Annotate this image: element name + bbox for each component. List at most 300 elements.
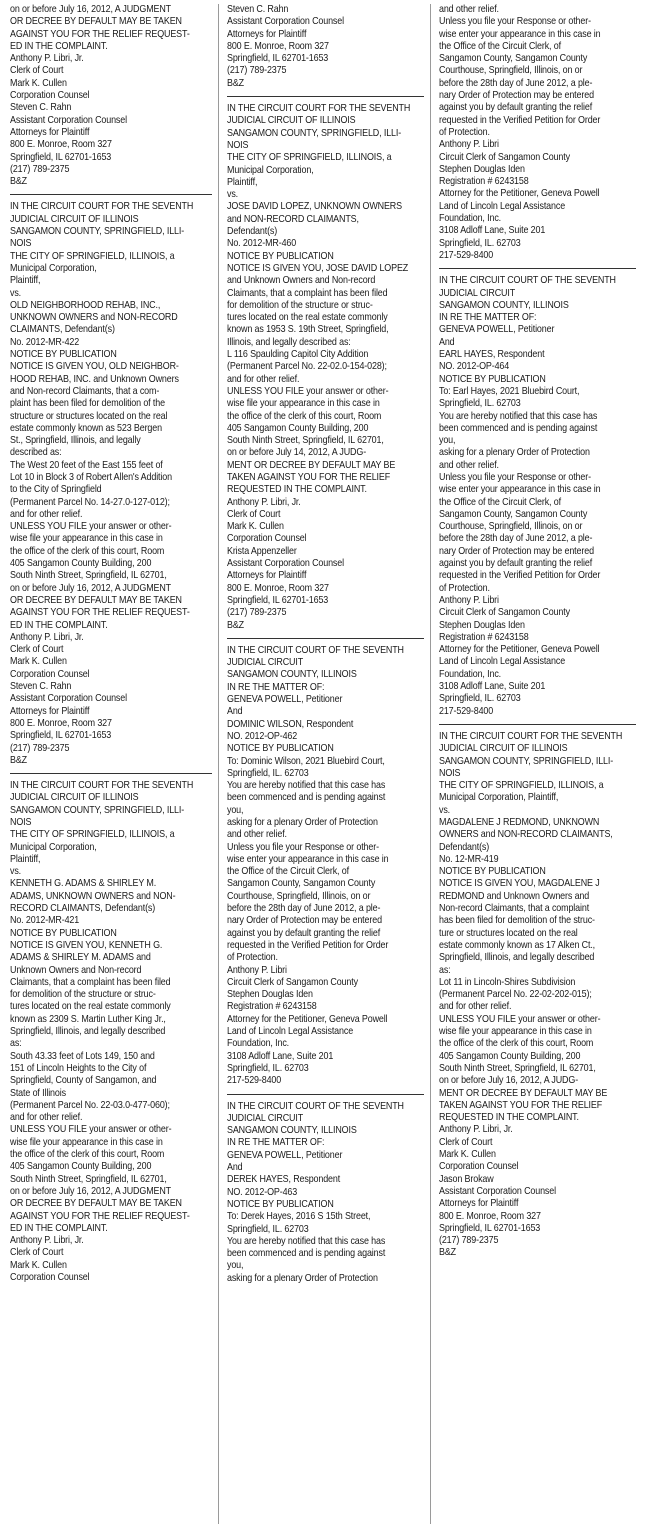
- notice-line: And: [439, 336, 455, 348]
- notice-line: Attorney for the Petitioner, Geneva Powell: [227, 1013, 388, 1025]
- notice-line: 217-529-8400: [439, 705, 494, 717]
- notice-line: IN THE CIRCUIT COURT OF THE SEVENTH: [227, 644, 404, 656]
- notice-line: for demolition of the structure or struc-: [10, 989, 156, 1001]
- notice-line: South Ninth Street, Springfield, IL 62701,: [10, 570, 167, 582]
- notice-line: 217-529-8400: [227, 1075, 282, 1087]
- notice-line: Foundation, Inc.: [439, 213, 502, 225]
- notice-line: Corporation Counsel: [227, 533, 307, 545]
- notice-line: Attorneys for Plaintiff: [10, 705, 90, 717]
- notice-1-2: [10, 201, 212, 774]
- notice-line: B&Z: [439, 1247, 456, 1259]
- notice-line: Springfield, IL. 62703: [439, 398, 521, 410]
- notice-line: as:: [439, 964, 451, 976]
- notice-2-2: [227, 103, 424, 639]
- notice-line: Anthony P. Libri, Jr.: [10, 53, 84, 65]
- notice-3-1: [439, 4, 636, 269]
- notice-line: Attorneys for Plaintiff: [10, 126, 90, 138]
- notice-line: to the City of Springfield: [10, 484, 102, 496]
- notice-line: CLAIMANTS, Defendant(s): [10, 324, 115, 336]
- notice-line: HOOD REHAB, INC. and Unknown Owners: [10, 373, 179, 385]
- notice-line: JUDICIAL CIRCUIT OF ILLINOIS: [10, 792, 139, 804]
- notice-line: Mark K. Cullen: [227, 521, 284, 533]
- notice-line: of Protection.: [439, 582, 490, 594]
- notice-line: known as 2309 S. Martin Luther King Jr.,: [10, 1013, 166, 1025]
- notice-line: No. 2012-MR-460: [227, 238, 297, 250]
- notice-line: Jason Brokaw: [439, 1173, 494, 1185]
- notice-line: NOTICE BY PUBLICATION: [227, 743, 334, 755]
- notice-line: Land of Lincoln Legal Assistance: [227, 1026, 354, 1038]
- notice-line: OR DECREE BY DEFAULT MAY BE TAKEN: [10, 16, 182, 28]
- notice-line: DOMINIC WILSON, Respondent: [227, 718, 354, 730]
- notice-line: tures located on the real estate commonly: [227, 312, 388, 324]
- notice-line: UNLESS YOU FILE your answer or other-: [10, 521, 172, 533]
- notice-line: Circuit Clerk of Sangamon County: [439, 151, 570, 163]
- notice-line: Sangamon County, Sangamon County: [439, 508, 588, 520]
- notice-line: You are hereby notified that this case has: [227, 780, 386, 792]
- notice-line: Claimants, that a complaint has been filed: [227, 287, 388, 299]
- notice-line: 405 Sangamon County Building, 200: [10, 1161, 152, 1173]
- notice-line: JUDICIAL CIRCUIT: [227, 657, 304, 669]
- notice-line: OR DECREE BY DEFAULT MAY BE TAKEN: [10, 1198, 182, 1210]
- notice-line: SANGAMON COUNTY, SPRINGFIELD, ILLI-: [10, 804, 185, 816]
- notice-line: IN THE CIRCUIT COURT FOR THE SEVENTH: [10, 201, 194, 213]
- notice-line: JUDICIAL CIRCUIT OF ILLINOIS: [227, 115, 356, 127]
- notice-line: Anthony P. Libri, Jr.: [439, 1124, 513, 1136]
- notice-line: NOIS: [10, 817, 32, 828]
- notice-line: ture or structures located on the real: [439, 927, 578, 939]
- notice-line: 3108 Adloff Lane, Suite 201: [227, 1050, 334, 1062]
- notice-line: NO. 2012-OP-462: [227, 730, 298, 742]
- notice-line: South Ninth Street, Springfield, IL 62701,: [10, 1173, 167, 1185]
- notice-line: Sangamon County, Sangamon County: [439, 53, 588, 65]
- notice-line: wise file your appearance in this case in: [10, 1136, 163, 1148]
- notice-line: and other relief.: [439, 4, 499, 15]
- notice-line: JUDICIAL CIRCUIT OF ILLINOIS: [439, 743, 568, 755]
- notice-line: against you by default granting the relief: [439, 102, 593, 114]
- notice-line: Corporation Counsel: [10, 90, 90, 102]
- notice-line: To: Earl Hayes, 2021 Bluebird Court,: [439, 385, 580, 397]
- notice-2-1: [227, 4, 424, 97]
- notice-line: REQUESTED IN THE COMPLAINT.: [227, 484, 367, 496]
- notice-line: Anthony P. Libri: [227, 964, 287, 976]
- notice-line: GENEVA POWELL, Petitioner: [227, 1149, 343, 1161]
- notice-line: DEREK HAYES, Respondent: [227, 1174, 341, 1186]
- notice-line: and other relief.: [439, 459, 499, 471]
- notice-line: known as 1953 S. 19th Street, Springfield,: [227, 324, 389, 336]
- notice-line: Mark K. Cullen: [439, 1149, 496, 1161]
- notice-line: requested in the Verified Petition for Order: [439, 570, 601, 582]
- notice-line: the Office of the Circuit Clerk, of: [439, 496, 561, 508]
- notice-line: 217-529-8400: [439, 249, 494, 261]
- notice-line: and NON-RECORD CLAIMANTS,: [227, 213, 359, 225]
- notice-line: asking for a plenary Order of Protection: [439, 447, 590, 459]
- notice-line: on or before July 16, 2012, A JUDGMENT: [10, 582, 171, 594]
- notice-line: on or before July 16, 2012, A JUDGMENT: [10, 1185, 171, 1197]
- notice-line: Municipal Corporation,: [10, 841, 97, 853]
- notice-line: You are hereby notified that this case has: [227, 1235, 386, 1247]
- notice-line: Springfield, Illinois, and legally described: [10, 1026, 166, 1038]
- notice-line: (Permanent Parcel No. 14-27.0-127-012);: [10, 496, 170, 508]
- notice-line: Anthony P. Libri: [439, 139, 499, 151]
- notice-line: Defendant(s): [439, 841, 490, 853]
- notice-line: To: Derek Hayes, 2016 S 15th Street,: [227, 1211, 371, 1223]
- notice-line: been commenced and is pending against: [227, 792, 386, 804]
- notice-line: Clerk of Court: [10, 644, 64, 656]
- notice-line: Unless you file your Response or other-: [227, 841, 379, 853]
- notice-line: 800 E. Monroe, Room 327: [227, 582, 329, 594]
- notice-line: (Permanent Parcel No. 22-02.0-154-028);: [227, 361, 387, 373]
- notice-line: Courthouse, Springfield, Illinois, on or: [439, 65, 583, 77]
- notice-line: of Protection.: [439, 126, 490, 138]
- notice-line: (Permanent Parcel No. 22-02-202-015);: [439, 989, 592, 1001]
- column-1: [6, 4, 218, 1524]
- notice-line: before the 28th day of June 2012, a ple-: [439, 533, 593, 545]
- notice-line: L 116 Spaulding Capitol City Addition: [227, 349, 369, 361]
- notice-line: Mark K. Cullen: [10, 656, 67, 668]
- notice-line: vs.: [439, 804, 451, 816]
- notice-line: Steven C. Rahn: [10, 681, 72, 693]
- notice-line: MENT OR DECREE BY DEFAULT MAY BE: [439, 1087, 608, 1099]
- notice-line: Circuit Clerk of Sangamon County: [227, 976, 358, 988]
- notice-line: Attorneys for Plaintiff: [439, 1198, 519, 1210]
- notice-line: requested in the Verified Petition for Order: [439, 114, 601, 126]
- notice-line: Municipal Corporation,: [227, 164, 314, 176]
- notice-line: vs.: [227, 189, 239, 201]
- notice-line: Attorney for the Petitioner, Geneva Powell: [439, 644, 600, 656]
- notice-line: Springfield, County of Sangamon, and: [10, 1075, 157, 1087]
- notice-line: 800 E. Monroe, Room 327: [439, 1210, 541, 1222]
- notice-line: Illinois, and legally described as:: [227, 336, 351, 348]
- notice-line: OR DECREE BY DEFAULT MAY BE TAKEN: [10, 594, 182, 606]
- notice-line: Springfield, IL. 62703: [227, 767, 309, 779]
- notice-line: Corporation Counsel: [439, 1161, 519, 1173]
- notice-line: (217) 789-2375: [227, 65, 287, 77]
- notice-line: And: [227, 1162, 243, 1174]
- notice-line: REDMOND and Unknown Owners and: [439, 890, 590, 902]
- notice-line: NOTICE IS GIVEN YOU, JOSE DAVID LOPEZ: [227, 262, 409, 274]
- notice-line: MAGDALENE J REDMOND, UNKNOWN: [439, 817, 600, 828]
- notice-line: SANGAMON COUNTY, ILLINOIS: [227, 1125, 357, 1137]
- notice-line: wise file your appearance in this case in: [439, 1026, 592, 1038]
- notice-line: SANGAMON COUNTY, ILLINOIS: [227, 669, 357, 681]
- notice-line: Springfield, Illinois, and legally described: [439, 952, 595, 964]
- notice-line: Attorneys for Plaintiff: [227, 28, 307, 40]
- notice-line: NOTICE BY PUBLICATION: [227, 1198, 334, 1210]
- column-3: [430, 4, 642, 1524]
- notice-line: Springfield, IL. 62703: [227, 1223, 309, 1235]
- notice-line: ADAMS, UNKNOWN OWNERS and NON-: [10, 890, 176, 902]
- notice-line: been commenced and is pending against: [227, 1248, 386, 1260]
- notice-line: Claimants, that a complaint has been filed: [10, 976, 171, 988]
- notice-line: (217) 789-2375: [10, 163, 70, 175]
- notice-line: the Office of the Circuit Clerk, of: [227, 866, 349, 878]
- notice-line: NOTICE BY PUBLICATION: [227, 250, 334, 262]
- notice-line: Springfield, IL. 62703: [227, 1062, 309, 1074]
- notice-line: IN THE CIRCUIT COURT FOR THE SEVENTH: [439, 730, 623, 742]
- notice-line: Unless you file your Response or other-: [439, 16, 591, 28]
- notice-line: Lot 10 in Block 3 of Robert Allen's Addition: [10, 471, 172, 483]
- notice-line: SANGAMON COUNTY, SPRINGFIELD, ILLI-: [439, 755, 614, 767]
- notice-line: IN RE THE MATTER OF:: [439, 312, 537, 324]
- notice-line: IN RE THE MATTER OF:: [227, 681, 325, 693]
- notice-line: JUDICIAL CIRCUIT: [227, 1112, 304, 1124]
- notice-line: requested in the Verified Petition for Order: [227, 939, 389, 951]
- notice-line: wise enter your appearance in this case in: [439, 484, 601, 496]
- notice-line: AGAINST YOU FOR THE RELIEF REQUEST-: [10, 607, 190, 619]
- notice-line: the office of the clerk of this court, Room: [10, 545, 165, 557]
- notice-line: IN THE CIRCUIT COURT FOR THE SEVENTH: [227, 103, 411, 115]
- notice-line: JOSE DAVID LOPEZ, UNKNOWN OWNERS: [227, 201, 402, 213]
- notice-line: Plaintiff,: [227, 176, 258, 188]
- notice-2-3: [227, 645, 424, 1095]
- notice-line: 405 Sangamon County Building, 200: [10, 558, 152, 570]
- column-2: [218, 4, 430, 1524]
- notice-line: No. 2012-MR-422: [10, 336, 80, 348]
- notice-line: wise enter your appearance in this case in: [439, 28, 601, 40]
- notice-line: Springfield, IL. 62703: [439, 693, 521, 705]
- notice-line: 800 E. Monroe, Room 327: [10, 139, 112, 151]
- notice-line: OWNERS and NON-RECORD CLAIMANTS,: [439, 829, 613, 841]
- notice-line: and for other relief.: [227, 373, 300, 385]
- notice-line: St., Springfield, Illinois, and legally: [10, 435, 141, 447]
- notice-line: Springfield, IL. 62703: [439, 237, 521, 249]
- notice-line: B&Z: [10, 754, 27, 766]
- notice-line: NOTICE BY PUBLICATION: [10, 349, 117, 361]
- notice-line: Registration # 6243158: [439, 631, 529, 643]
- notice-line: wise enter your appearance in this case in: [227, 853, 389, 865]
- notice-line: you,: [227, 1260, 244, 1272]
- notice-line: Springfield, IL 62701-1653: [10, 730, 112, 742]
- notice-line: South Ninth Street, Springfield, IL 62701,: [227, 435, 384, 447]
- notice-line: (217) 789-2375: [227, 607, 287, 619]
- notice-line: 151 of Lincoln Heights to the City of: [10, 1062, 147, 1074]
- notice-line: THE CITY OF SPRINGFIELD, ILLINOIS, a: [10, 250, 175, 262]
- notice-line: Stephen Douglas Iden: [439, 163, 525, 175]
- notice-line: against you by default granting the relief: [439, 558, 593, 570]
- notice-line: MENT OR DECREE BY DEFAULT MAY BE: [227, 459, 396, 471]
- notice-line: Stephen Douglas Iden: [227, 989, 313, 1001]
- notice-line: Foundation, Inc.: [439, 668, 502, 680]
- notice-line: Assistant Corporation Counsel: [10, 693, 127, 705]
- notice-line: structure or structures located on the real: [10, 410, 168, 422]
- notice-line: as:: [10, 1038, 22, 1050]
- notice-line: Springfield, IL 62701-1653: [10, 151, 112, 163]
- notice-line: asking for a plenary Order of Protection: [227, 1272, 378, 1284]
- notice-line: JUDICIAL CIRCUIT: [439, 287, 516, 299]
- notice-line: 800 E. Monroe, Room 327: [10, 717, 112, 729]
- notice-line: REQUESTED IN THE COMPLAINT.: [439, 1112, 579, 1124]
- notice-line: Courthouse, Springfield, Illinois, on or: [439, 521, 583, 533]
- notice-line: asking for a plenary Order of Protection: [227, 817, 378, 828]
- notice-line: Plaintiff,: [10, 275, 41, 287]
- notice-line: and for other relief.: [10, 508, 83, 520]
- notice-3-2: [439, 275, 636, 725]
- notice-line: NOIS: [439, 767, 461, 779]
- notice-line: been commenced and is pending against: [439, 422, 598, 434]
- notice-line: Clerk of Court: [439, 1136, 493, 1148]
- notice-line: JUDICIAL CIRCUIT OF ILLINOIS: [10, 213, 139, 225]
- notice-line: Clerk of Court: [227, 508, 281, 520]
- notice-line: 800 E. Monroe, Room 327: [227, 40, 329, 52]
- notice-line: vs.: [10, 287, 22, 299]
- notice-line: and other relief.: [227, 829, 287, 841]
- notice-line: Lot 11 in Lincoln-Shires Subdivision: [439, 976, 576, 988]
- notice-line: OLD NEIGHBORHOOD REHAB, INC.,: [10, 299, 161, 311]
- notice-line: the Office of the Circuit Clerk, of: [439, 40, 561, 52]
- notice-line: on or before July 16, 2012, A JUDG-: [439, 1075, 579, 1087]
- notice-line: NOIS: [227, 139, 249, 151]
- notice-line: SANGAMON COUNTY, SPRINGFIELD, ILLI-: [227, 127, 402, 139]
- notice-line: Steven C. Rahn: [10, 102, 72, 114]
- notice-line: RECORD CLAIMANTS, Defendant(s): [10, 903, 156, 915]
- notice-line: AGAINST YOU FOR THE RELIEF REQUEST-: [10, 28, 190, 40]
- notice-line: Springfield, IL 62701-1653: [439, 1222, 541, 1234]
- notice-line: Anthony P. Libri, Jr.: [227, 496, 301, 508]
- notice-line: Municipal Corporation, Plaintiff,: [439, 792, 559, 804]
- notice-1-3: [10, 780, 212, 1290]
- notice-line: THE CITY OF SPRINGFIELD, ILLINOIS, a: [439, 780, 604, 792]
- notice-1-1: [10, 4, 212, 195]
- notice-line: Anthony P. Libri, Jr.: [10, 1235, 84, 1247]
- notice-line: has been filed for demolition of the struc-: [439, 915, 595, 927]
- notice-line: KENNETH G. ADAMS & SHIRLEY M.: [10, 878, 157, 890]
- notice-line: on or before July 16, 2012, A JUDGMENT: [10, 4, 171, 15]
- notice-line: You are hereby notified that this case has: [439, 410, 598, 422]
- notice-line: UNKNOWN OWNERS and NON-RECORD: [10, 312, 178, 324]
- notice-line: Assistant Corporation Counsel: [439, 1185, 556, 1197]
- notice-line: THE CITY OF SPRINGFIELD, ILLINOIS, a: [10, 829, 175, 841]
- notice-line: Attorney for the Petitioner, Geneva Powell: [439, 188, 600, 200]
- notice-line: UNLESS YOU FILE your answer or other-: [439, 1013, 601, 1025]
- notice-line: UNLESS YOU FILE your answer or other-: [10, 1124, 172, 1136]
- notice-line: Krista Appenzeller: [227, 545, 297, 557]
- notice-line: ED IN THE COMPLAINT.: [10, 40, 108, 52]
- notice-line: Steven C. Rahn: [227, 4, 289, 15]
- notice-line: Sangamon County, Sangamon County: [227, 878, 376, 890]
- notice-line: B&Z: [10, 176, 27, 188]
- notice-line: and for other relief.: [439, 1001, 512, 1013]
- notice-line: estate commonly known as 523 Bergen: [10, 422, 162, 434]
- notice-line: Clerk of Court: [10, 65, 64, 77]
- notice-line: Springfield, IL 62701-1653: [227, 53, 329, 65]
- notice-line: the office of the clerk of this court, Room: [439, 1038, 594, 1050]
- notice-line: 3108 Adloff Lane, Suite 201: [439, 681, 546, 693]
- notice-line: Courthouse, Springfield, Illinois, on or: [227, 890, 371, 902]
- notice-line: NO. 2012-OP-464: [439, 361, 510, 373]
- notice-3-3: [439, 731, 636, 1266]
- notice-line: Registration # 6243158: [227, 1001, 317, 1013]
- notice-line: NOTICE IS GIVEN YOU, KENNETH G.: [10, 939, 163, 951]
- notice-line: Assistant Corporation Counsel: [10, 114, 127, 126]
- notice-line: plaint has been filed for demolition of the: [10, 398, 165, 410]
- notice-line: and Unknown Owners and Non-record: [227, 275, 376, 287]
- notice-line: of Protection.: [227, 952, 278, 964]
- notice-line: NOTICE IS GIVEN YOU, MAGDALENE J: [439, 878, 600, 890]
- notice-line: Stephen Douglas Iden: [439, 619, 525, 631]
- notice-line: (217) 789-2375: [10, 742, 70, 754]
- notice-line: NOTICE IS GIVEN YOU, OLD NEIGHBOR-: [10, 361, 179, 373]
- notice-line: Unless you file your Response or other-: [439, 471, 591, 483]
- notice-line: South Ninth Street, Springfield, IL 62701,: [439, 1062, 596, 1074]
- notice-line: GENEVA POWELL, Petitioner: [439, 324, 555, 336]
- notice-line: 405 Sangamon County Building, 200: [227, 422, 369, 434]
- notice-line: TAKEN AGAINST YOU FOR THE RELIEF: [227, 471, 391, 483]
- notice-line: NOTICE BY PUBLICATION: [439, 373, 546, 385]
- notice-line: Non-record Claimants, that a complaint: [439, 903, 590, 915]
- notice-line: against you by default granting the relief: [227, 927, 381, 939]
- notice-line: AGAINST YOU FOR THE RELIEF REQUEST-: [10, 1210, 190, 1222]
- notice-line: described as:: [10, 447, 62, 459]
- notice-2-4: [227, 1101, 424, 1291]
- notice-line: GENEVA POWELL, Petitioner: [227, 694, 343, 706]
- notice-line: Corporation Counsel: [10, 1271, 90, 1283]
- notice-line: And: [227, 706, 243, 718]
- notice-line: before the 28th day of June 2012, a ple-: [439, 77, 593, 89]
- notice-line: Anthony P. Libri, Jr.: [10, 631, 84, 643]
- notice-line: SANGAMON COUNTY, ILLINOIS: [439, 299, 569, 311]
- notice-line: Assistant Corporation Counsel: [227, 16, 344, 28]
- notice-line: Foundation, Inc.: [227, 1038, 290, 1050]
- notice-line: No. 2012-MR-421: [10, 915, 80, 927]
- notice-line: tures located on the real estate commonly: [10, 1001, 171, 1013]
- notice-line: 405 Sangamon County Building, 200: [439, 1050, 581, 1062]
- notice-line: B&Z: [227, 77, 244, 89]
- notice-line: Springfield, IL 62701-1653: [227, 594, 329, 606]
- notice-line: and Non-record Claimants, that a com-: [10, 385, 160, 397]
- notice-line: Corporation Counsel: [10, 668, 90, 680]
- notice-line: NOTICE BY PUBLICATION: [439, 866, 546, 878]
- notice-line: SANGAMON COUNTY, SPRINGFIELD, ILLI-: [10, 226, 185, 238]
- notice-line: IN THE CIRCUIT COURT FOR THE SEVENTH: [10, 780, 194, 792]
- notice-line: you,: [227, 804, 244, 816]
- notice-line: Clerk of Court: [10, 1247, 64, 1259]
- notice-line: TAKEN AGAINST YOU FOR THE RELIEF: [439, 1099, 603, 1111]
- notice-line: nary Order of Protection may be entered: [439, 545, 594, 557]
- notice-line: wise file your appearance in this case in: [227, 398, 380, 410]
- notice-line: before the 28th day of June 2012, a ple-: [227, 903, 381, 915]
- notice-line: IN RE THE MATTER OF:: [227, 1137, 325, 1149]
- notice-line: for demolition of the structure or struc-: [227, 299, 373, 311]
- notice-line: Attorneys for Plaintiff: [227, 570, 307, 582]
- notice-line: Circuit Clerk of Sangamon County: [439, 607, 570, 619]
- notice-line: NOIS: [10, 238, 32, 250]
- notice-line: South 43.33 feet of Lots 149, 150 and: [10, 1050, 155, 1062]
- notice-line: THE CITY OF SPRINGFIELD, ILLINOIS, a: [227, 152, 392, 164]
- notice-line: on or before July 14, 2012, A JUDG-: [227, 447, 367, 459]
- notice-line: NOTICE BY PUBLICATION: [10, 927, 117, 939]
- notice-line: the office of the clerk of this court, Room: [10, 1149, 165, 1161]
- notice-line: ED IN THE COMPLAINT.: [10, 1222, 108, 1234]
- notice-line: nary Order of Protection may be entered: [439, 90, 594, 102]
- notice-line: Municipal Corporation,: [10, 262, 97, 274]
- notice-line: ED IN THE COMPLAINT.: [10, 619, 108, 631]
- notice-line: the office of the clerk of this court, Room: [227, 410, 382, 422]
- notice-line: No. 12-MR-419: [439, 853, 499, 865]
- notice-line: Land of Lincoln Legal Assistance: [439, 656, 566, 668]
- notice-line: The West 20 feet of the East 155 feet of: [10, 459, 163, 471]
- notice-line: 3108 Adloff Lane, Suite 201: [439, 225, 546, 237]
- notice-line: you,: [439, 435, 456, 447]
- notice-line: Registration # 6243158: [439, 176, 529, 188]
- notice-line: Plaintiff,: [10, 853, 41, 865]
- notice-line: To: Dominic Wilson, 2021 Bluebird Court,: [227, 755, 385, 767]
- notice-line: NO. 2012-OP-463: [227, 1186, 298, 1198]
- notice-line: nary Order of Protection may be entered: [227, 915, 382, 927]
- notice-line: UNLESS YOU FILE your answer or other-: [227, 385, 389, 397]
- notice-line: Mark K. Cullen: [10, 1259, 67, 1271]
- notice-line: wise file your appearance in this case in: [10, 533, 163, 545]
- notice-line: Defendant(s): [227, 226, 278, 238]
